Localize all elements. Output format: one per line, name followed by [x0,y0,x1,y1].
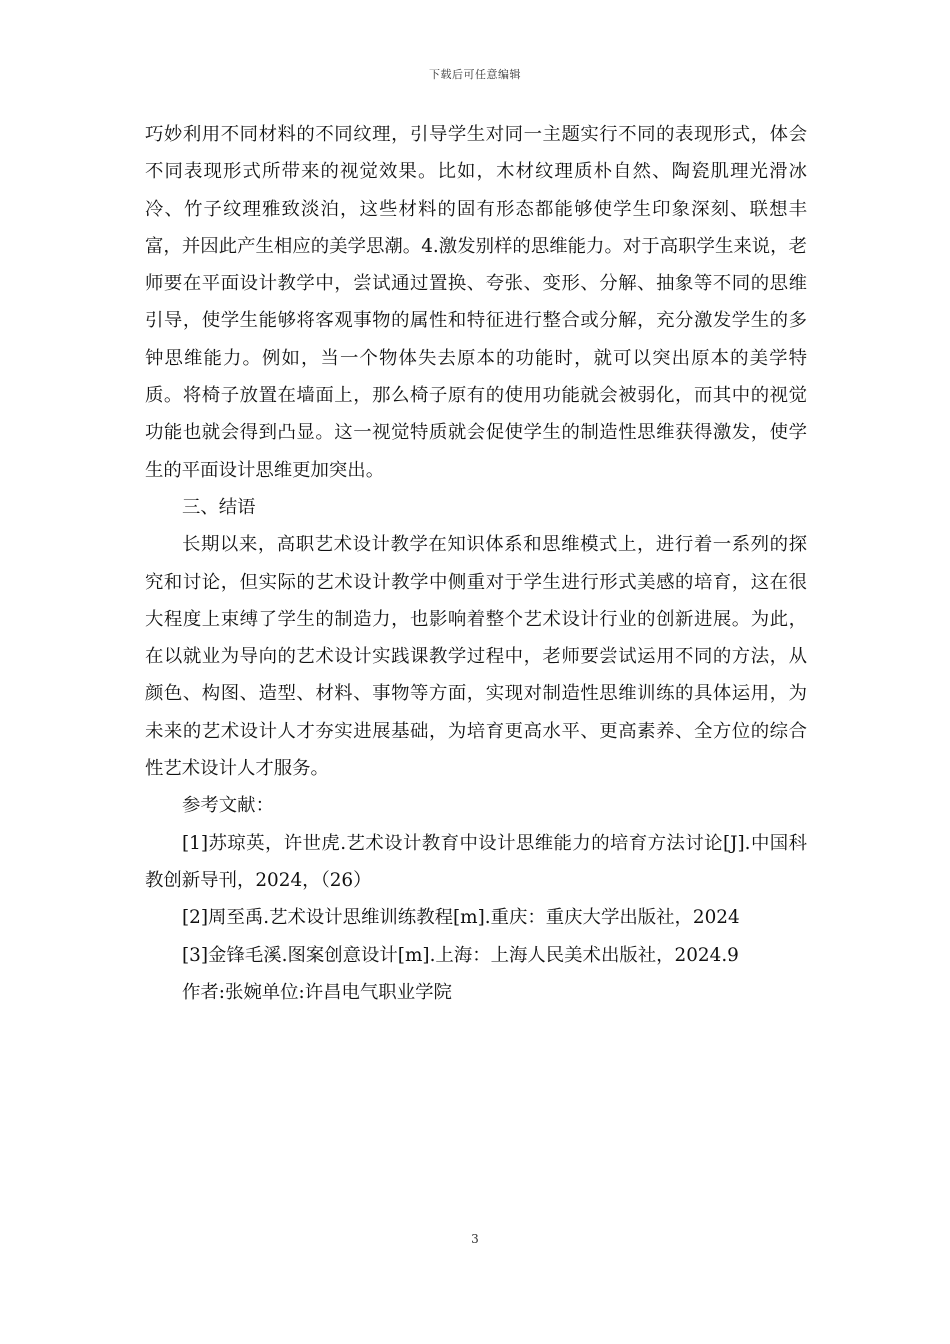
document-body [145,116,807,1011]
reference-item: [1]苏琼英，许世虎.艺术设计教育中设计思维能力的培育方法讨论[J].中国科教创新导刊，2024，（26） [145,832,807,891]
section-heading: 三、结语 [182,496,256,518]
reference-item: [2]周至禹.艺术设计思维训练教程[m].重庆：重庆大学出版社，2024 [182,907,740,929]
reference-item: [3]金锋毛溪.图案创意设计[m].上海：上海人民美术出版社，2024.9 [182,944,739,966]
page-number: 3 [471,1232,479,1246]
author-line: 作者:张婉单位:许昌电气职业学院 [182,981,452,1003]
page-header-note: 下载后可任意编辑 [429,68,521,81]
conclusion-paragraph: 长期以来，高职艺术设计教学在知识体系和思维模式上，进行着一系列的探究和讨论，但实际的艺术设计教学中侧重对于学生进行形式美感的培育，这在很大程度上束缚了学生的制造力，也影响着整个艺术设计行业的创新进展。为此，在以就业为导向的艺术设计实践课教学过程中，老师要尝试运用不同的方法，从颜色、构图、造型、材料、事物等方面，实现对制造性思维训练的具体运用，为未来的艺术设计人才夯实进展基础，为培育更高水平、更高素养、全方位的综合性艺术设计人才服务。 [145,534,807,780]
body-paragraph: 巧妙利用不同材料的不同纹理，引导学生对同一主题实行不同的表现形式，体会不同表现形式所带来的视觉效果。比如，木材纹理质朴自然、陶瓷肌理光滑冰冷、竹子纹理雅致淡泊，这些材料的固有形态都能够使学生印象深刻、联想丰富，并因此产生相应的美学思潮。4.激发别样的思维能力。对于高职学生来说，老师要在平面设计教学中，尝试通过置换、夸张、变形、分解、抽象等不同的思维引导，使学生能够将客观事物的属性和特征进行整合或分解，充分激发学生的多钟思维能力。例如，当一个物体失去原本的功能时，就可以突出原本的美学特质。将椅子放置在墙面上，那么椅子原有的使用功能就会被弱化，而其中的视觉功能也就会得到凸显。这一视觉特质就会促使学生的制造性思维获得激发，使学生的平面设计思维更加突出。 [145,124,807,481]
references-heading: 参考文献： [182,795,274,817]
